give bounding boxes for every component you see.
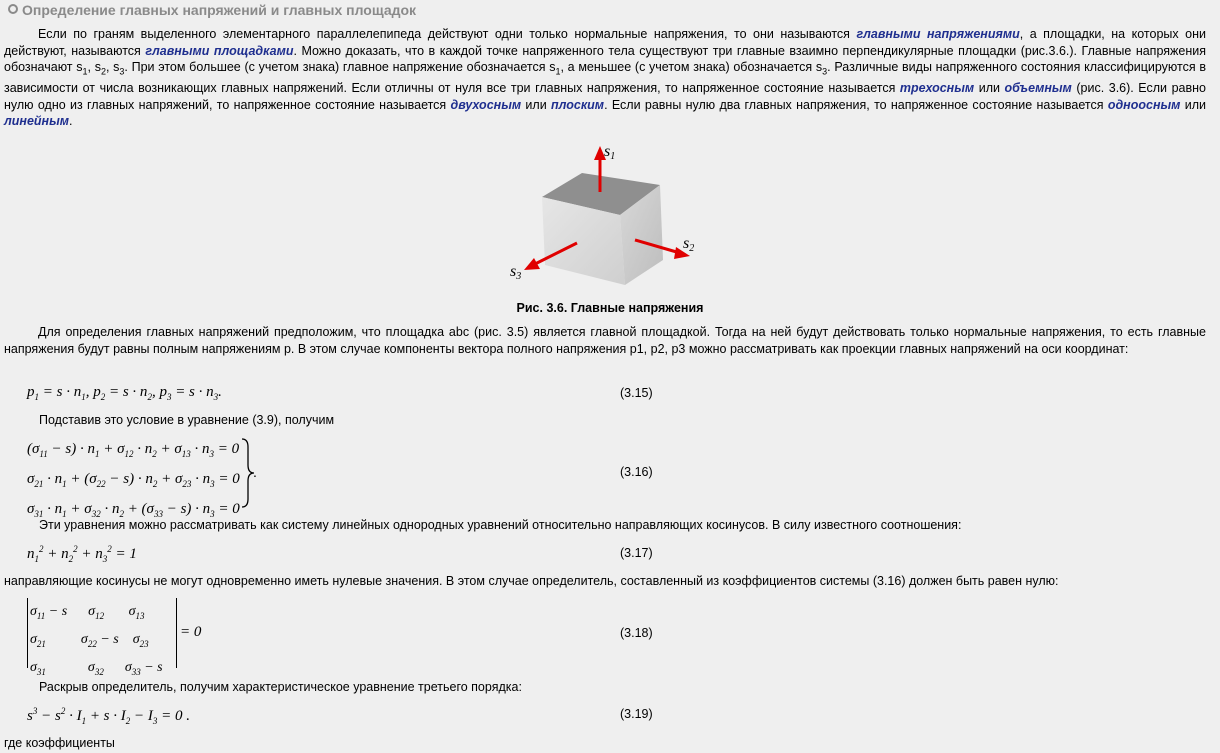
equation-number-3-17: (3.17) — [620, 546, 653, 560]
equation-number-3-19: (3.19) — [620, 707, 653, 721]
equation-number-3-15: (3.15) — [620, 386, 653, 400]
paragraph-7: где коэффициенты — [4, 736, 115, 750]
term-uniaxial: одноосным — [1107, 97, 1181, 112]
equation-3-17: $n_1^2 + n_2^2 + n_3^2 = 1$ — [27, 544, 137, 564]
svg-text:.: . — [253, 464, 257, 480]
term-triaxial: трехосным — [899, 81, 975, 95]
term-plane: плоским — [551, 97, 605, 112]
equation-3-15: $p_1 = s \cdot n_1$, $p_2 = s \cdot n_2$, $p_3 = s \cdot n_3$. — [27, 384, 222, 402]
figure-caption: Рис. 3.6. Главные напряжения — [516, 301, 704, 315]
equation-3-19: $s^3 - s^2 \cdot I_1 + s \cdot I_2 - I_3 = 0$ . — [27, 706, 191, 726]
principal-stresses-figure — [500, 140, 720, 290]
term-main-planes: главными площадками — [145, 43, 294, 58]
bullet-icon — [8, 4, 18, 14]
paragraph-6: Раскрыв определитель, получим характеристическое уравнение третьего порядка: — [39, 680, 522, 694]
paragraph-3: Подставив это условие в уравнение (3.9), получим — [39, 413, 335, 427]
term-linear: линейным — [4, 114, 70, 128]
label-s3: s3 — [510, 263, 522, 282]
term-biaxial: двухосным — [450, 97, 522, 112]
label-s1: s1 — [604, 143, 616, 162]
determinant-entries: $\sigma_{11} - s$ $\sigma_{12}$ $\sigma_{13}$ $\sigma_{21}$ $\sigma_{22} - s$ $\sigma_{23}$ $\sigma_{31}$ $\sigma_{32}$ $\sigma_{33} - s$ — [30, 604, 163, 677]
paragraph-4: Эти уравнения можно рассматривать как систему линейных однородных уравнений относительно направляющих косинусов. В силу известного соотношения: — [39, 518, 962, 532]
label-s2: s2 — [683, 235, 695, 254]
equation-number-3-18: (3.18) — [620, 626, 653, 640]
system-brace — [240, 437, 260, 509]
equation-3-16: $(\sigma_{11} - s) \cdot n_1 + \sigma_{12} \cdot n_2 + \sigma_{13} \cdot n_3 = 0$ $\sigma_{21} \cdot n_1 + (\sigma_{22} - s) \cdot n_2 + \sigma_{23} \cdot n_3 = 0$ $\sigma_{31} \cdot n_1 + \sigma_{32} \cdot n_2 + (\sigma_{33} - s) \cdot n_3 = 0$ — [27, 441, 240, 519]
determinant-equals-zero: = 0 — [180, 624, 202, 640]
term-main-stresses: главными напряжениями — [856, 27, 1020, 41]
equation-number-3-16: (3.16) — [620, 465, 653, 479]
paragraph-5: направляющие косинусы не могут одновременно иметь нулевые значения. В этом случае определитель, составленный из коэффициентов системы (3.16) должен быть равен нулю: — [4, 574, 1059, 588]
section-title: Определение главных напряжений и главных площадок — [8, 2, 416, 18]
intro-paragraph: Если по граням выделенного элементарного параллелепипеда действуют одни только нормальные напряжения, то они называются главными напряжениями, а площадки, на которых они действуют, называются главными площадками. Можно доказать, что в каждой точке напряженного тела существуют три главные взаимно перпендикулярные площадки (рис.3.6.). Главные напряжения обозначают $s_1$, $s_2$, $s_3$. При этом большее (с учетом знака) главное напряжение обозначается $s_1$, а меньшее (с учетом знака) обозначается $s_3$. Различные виды напряженного состояния классифицируются в зависимости от числа возникающих главных напряжений. Если отличны от нуля все три главных напряжения, то напряженное состояние называется трехосным или объемным (рис. 3.6). Если равно нулю одно из главных напряжений, то напряженное состояние называется двухосным или плоским. Если равны нулю два главных напряжения, то напряженное состояние называется одноосным или линейным. — [4, 27, 1206, 128]
term-volumetric: объемным — [1004, 81, 1072, 95]
paragraph-2: Для определения главных напряжений предположим, что площадка abc (рис. 3.5) является главной площадкой. Тогда на ней будут действовать только нормальные напряжения, то есть главные напряжения будут равны полным напряжениям p. В этом случае компоненты вектора полного напряжения p1, p2, p3 можно рассматривать как проекции главных напряжений на оси координат: — [4, 325, 1206, 356]
